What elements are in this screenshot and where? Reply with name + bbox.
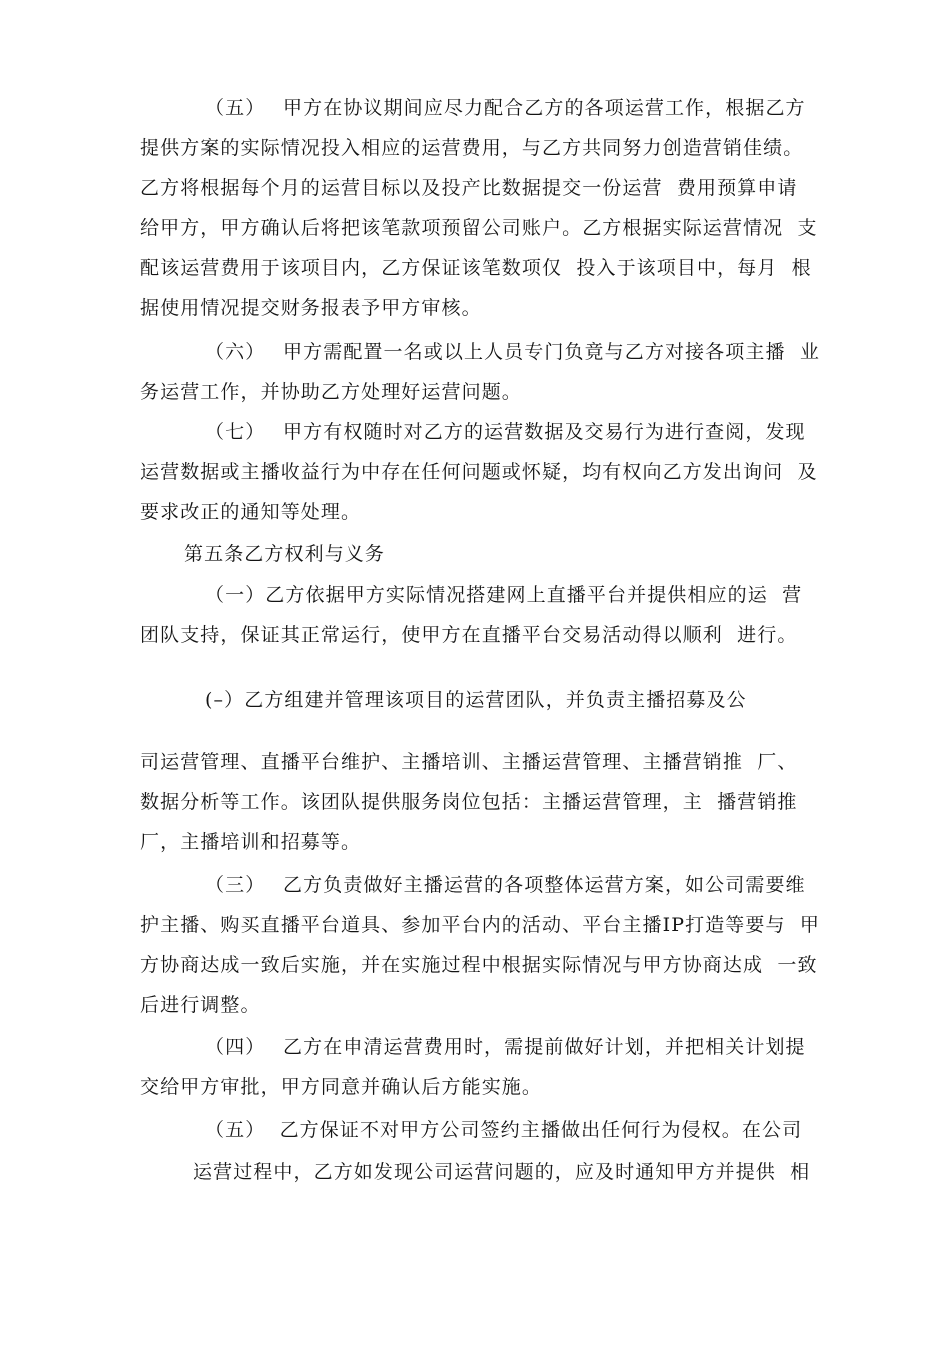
paragraph-line: 交给甲方审批，甲方同意并确认后方能实施。	[140, 1076, 543, 1098]
paragraph-line: 团队支持，保证其正常运行，使甲方在直播平台交易活动得以顺利 进行。	[140, 624, 798, 646]
paragraph-line: 要求改正的通知等处理。	[140, 501, 362, 523]
paragraph-line: 提供方案的实际情况投入相应的运营费用，与乙方共同努力创造营销佳绩。	[140, 137, 804, 159]
paragraph-line: 运营过程中，乙方如发现公司运营问题的，应及时通知甲方并提供 相	[193, 1161, 811, 1183]
paragraph-line: 据使用情况提交财务报表予甲方审核。	[140, 297, 482, 319]
paragraph-line: 后进行调整。	[140, 994, 261, 1016]
paragraph-line: 配该运营费用于该项目内，乙方保证该笔数项仅 投入于该项目中，每月 根	[140, 257, 812, 279]
paragraph-line: 方协商达成一致后实施，并在实施过程中根据实际情况与甲方协商达成 一致	[140, 954, 818, 976]
section-heading: 第五条乙方权利与义务	[184, 543, 386, 565]
paragraph-line: （六） 甲方需配置一名或以上人员专门负竟与乙方对接各项主播 业	[205, 341, 820, 363]
paragraph-line: 数据分析等工作。该团队提供服务岗位包括：主播运营管理，主 播营销推	[140, 791, 798, 813]
paragraph-line: （五） 甲方在协议期间应尽力配合乙方的各项运营工作，根据乙方	[205, 97, 806, 119]
paragraph-line: (–）乙方组建并管理该项目的运营团队，并负责主播招募及公	[205, 689, 747, 711]
paragraph-line: 司运营管理、直播平台维护、主播培训、主播运营管理、主播营销推 厂、	[140, 751, 798, 773]
paragraph-line: （五） 乙方保证不对甲方公司签约主播做出任何行为侵权。在公司	[205, 1119, 803, 1141]
paragraph-line: 乙方将根据每个月的运营目标以及投产比数据提交一份运营 费用预算申请	[140, 177, 798, 199]
paragraph-line: 运营数据或主播收益行为中存在任何问题或怀疑，均有权向乙方发出询问 及	[140, 461, 818, 483]
paragraph-line: （一）乙方依据甲方实际情况搭建网上直播平台并提供相应的运 营	[205, 584, 803, 606]
paragraph-line: 护主播、购买直播平台道具、参加平台内的活动、平台主播IP打造等要与 甲	[140, 914, 820, 936]
paragraph-line: 给甲方，甲方确认后将把该笔款项预留公司账户。乙方根据实际运营情况 支	[140, 217, 818, 239]
paragraph-line: 务运营工作，并协助乙方处理好运营问题。	[140, 381, 522, 403]
paragraph-line: （三） 乙方负责做好主播运营的各项整体运营方案，如公司需要维	[205, 874, 806, 896]
paragraph-line: （四） 乙方在申清运营费用时，需提前做好计划，并把相关计划提	[205, 1036, 806, 1058]
paragraph-line: 厂，主播培训和招募等。	[140, 831, 362, 853]
paragraph-line: （七） 甲方有权随时对乙方的运营数据及交易行为进行查阅，发现	[205, 421, 806, 443]
